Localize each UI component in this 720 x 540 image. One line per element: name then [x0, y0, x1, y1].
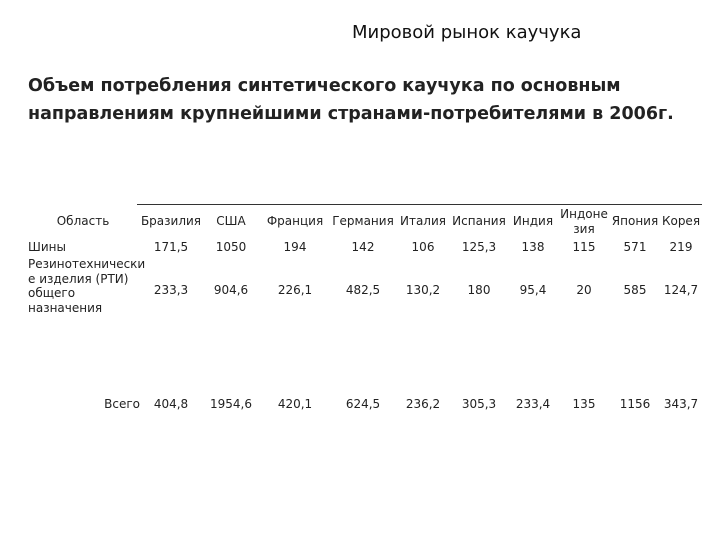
table-cell: 115	[572, 240, 596, 254]
table-cell: 226,1	[277, 283, 313, 297]
header-indonesia: Индоне зия	[560, 207, 608, 236]
table-cell: 95,4	[519, 283, 547, 297]
row-label-total: Всего	[104, 397, 140, 411]
table-cell: 171,5	[153, 240, 189, 254]
table-cell: 624,5	[345, 397, 381, 411]
header-brazil: Бразилия	[140, 214, 202, 228]
table-cell: 305,3	[461, 397, 497, 411]
table-caption-line-2: направлениям крупнейшими странами-потребителями в 2006г.	[28, 104, 674, 124]
table-cell: 125,3	[461, 240, 497, 254]
header-korea: Корея	[661, 214, 701, 228]
table-cell: 233,3	[153, 283, 189, 297]
table-cell: 1954,6	[210, 397, 252, 411]
table-cell: 236,2	[405, 397, 441, 411]
table-cell: 904,6	[213, 283, 249, 297]
header-rule	[137, 204, 702, 205]
table-cell: 1156	[619, 397, 651, 411]
table-cell: 585	[623, 283, 647, 297]
table-cell: 482,5	[345, 283, 381, 297]
row-label-rti: Резинотехнически е изделия (РТИ) общего назначения	[28, 257, 146, 315]
slide-title: Мировой рынок каучука	[352, 22, 582, 43]
table-cell: 135	[572, 397, 596, 411]
table-caption-line-1: Объем потребления синтетического каучука по основным	[28, 76, 621, 96]
header-usa: США	[216, 214, 246, 228]
header-spain: Испания	[452, 214, 506, 228]
table-cell: 180	[467, 283, 491, 297]
header-japan: Япония	[611, 214, 659, 228]
table-cell: 420,1	[277, 397, 313, 411]
table-cell: 194	[283, 240, 307, 254]
table-cell: 142	[351, 240, 375, 254]
header-india: Индия	[512, 214, 554, 228]
table-cell: 233,4	[515, 397, 551, 411]
table-cell: 20	[576, 283, 592, 297]
table-cell: 571	[623, 240, 647, 254]
header-germany: Германия	[332, 214, 394, 228]
table-cell: 124,7	[663, 283, 699, 297]
table-cell: 106	[411, 240, 435, 254]
header-france: Франция	[266, 214, 324, 228]
table-cell: 130,2	[405, 283, 441, 297]
table-caption	[28, 72, 718, 128]
row-label-tires: Шины	[28, 240, 66, 254]
table-cell: 219	[669, 240, 693, 254]
table-cell: 404,8	[153, 397, 189, 411]
table-cell: 1050	[215, 240, 247, 254]
table-cell: 138	[521, 240, 545, 254]
table-cell: 343,7	[663, 397, 699, 411]
header-area: Область	[56, 214, 110, 228]
header-italy: Италия	[399, 214, 446, 228]
